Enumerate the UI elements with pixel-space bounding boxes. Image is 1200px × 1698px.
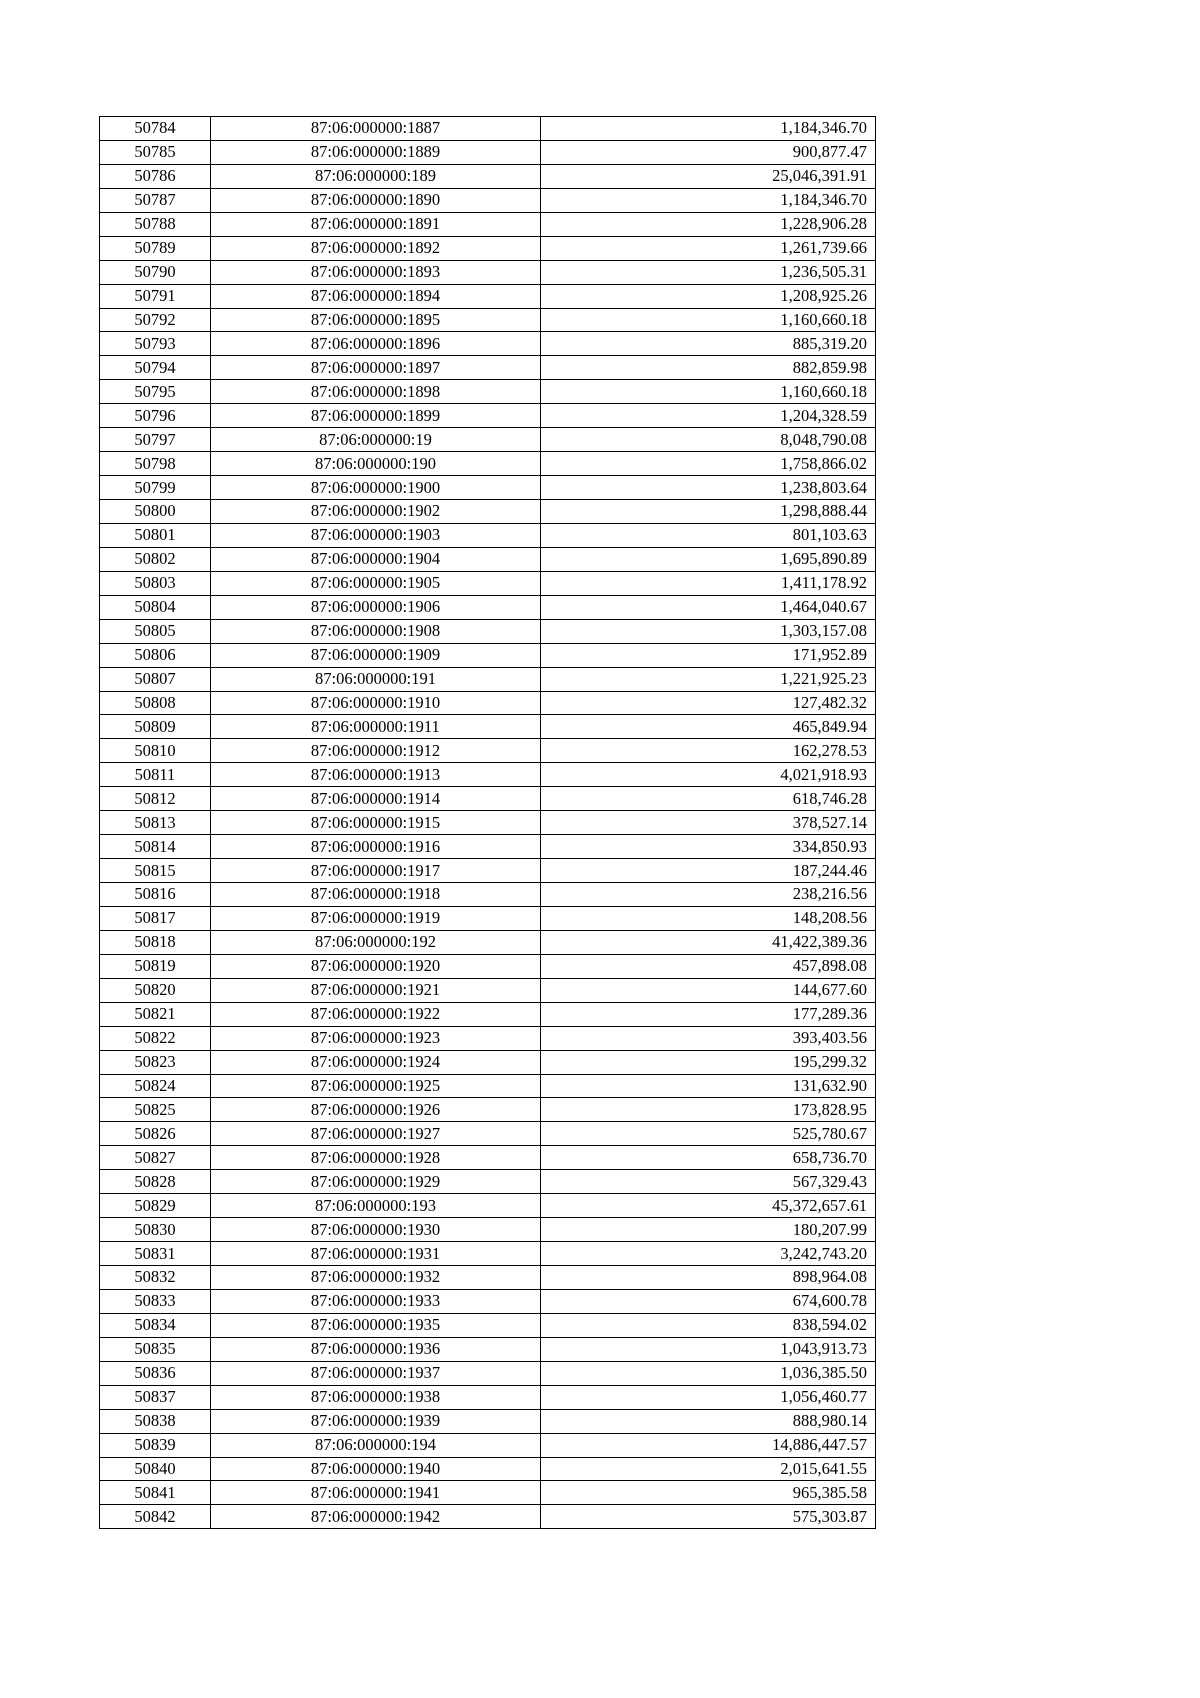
row-number-cell: 50811 (100, 763, 211, 787)
cadastral-number-cell: 87:06:000000:1939 (211, 1409, 541, 1433)
table-row (100, 140, 876, 164)
cadastral-number-cell: 87:06:000000:189 (211, 164, 541, 188)
table-row (100, 452, 876, 476)
table-row (100, 188, 876, 212)
cadastral-number-cell: 87:06:000000:1887 (211, 117, 541, 141)
row-number-cell: 50841 (100, 1481, 211, 1505)
table-row (100, 906, 876, 930)
value-cell: 885,319.20 (541, 332, 876, 356)
table-row (100, 1289, 876, 1313)
row-number-cell: 50802 (100, 547, 211, 571)
row-number-cell: 50791 (100, 284, 211, 308)
table-row (100, 811, 876, 835)
value-cell: 1,758,866.02 (541, 452, 876, 476)
value-cell: 14,886,447.57 (541, 1433, 876, 1457)
row-number-cell: 50805 (100, 619, 211, 643)
cadastral-number-cell: 87:06:000000:1923 (211, 1026, 541, 1050)
cadastral-number-cell: 87:06:000000:1897 (211, 356, 541, 380)
cadastral-number-cell: 87:06:000000:1917 (211, 859, 541, 883)
table-row (100, 1242, 876, 1266)
table-row (100, 1481, 876, 1505)
row-number-cell: 50784 (100, 117, 211, 141)
table-row (100, 1170, 876, 1194)
value-cell: 3,242,743.20 (541, 1242, 876, 1266)
cadastral-number-cell: 87:06:000000:1916 (211, 835, 541, 859)
cadastral-number-cell: 87:06:000000:1928 (211, 1146, 541, 1170)
row-number-cell: 50826 (100, 1122, 211, 1146)
cadastral-number-cell: 87:06:000000:194 (211, 1433, 541, 1457)
table-row (100, 1074, 876, 1098)
value-cell: 525,780.67 (541, 1122, 876, 1146)
row-number-cell: 50803 (100, 571, 211, 595)
cadastral-number-cell: 87:06:000000:1893 (211, 260, 541, 284)
cadastral-number-cell: 87:06:000000:1919 (211, 906, 541, 930)
cadastral-number-cell: 87:06:000000:1918 (211, 883, 541, 907)
table-row (100, 1433, 876, 1457)
cadastral-number-cell: 87:06:000000:1920 (211, 954, 541, 978)
data-table-body (100, 117, 876, 1529)
table-row (100, 1385, 876, 1409)
value-cell: 131,632.90 (541, 1074, 876, 1098)
table-row (100, 1361, 876, 1385)
row-number-cell: 50788 (100, 212, 211, 236)
cadastral-number-cell: 87:06:000000:1931 (211, 1242, 541, 1266)
value-cell: 674,600.78 (541, 1289, 876, 1313)
table-row (100, 284, 876, 308)
value-cell: 898,964.08 (541, 1266, 876, 1290)
value-cell: 567,329.43 (541, 1170, 876, 1194)
row-number-cell: 50838 (100, 1409, 211, 1433)
value-cell: 173,828.95 (541, 1098, 876, 1122)
cadastral-number-cell: 87:06:000000:1913 (211, 763, 541, 787)
row-number-cell: 50809 (100, 715, 211, 739)
cadastral-number-cell: 87:06:000000:1910 (211, 691, 541, 715)
value-cell: 801,103.63 (541, 523, 876, 547)
value-cell: 1,184,346.70 (541, 188, 876, 212)
cadastral-number-cell: 87:06:000000:1930 (211, 1218, 541, 1242)
row-number-cell: 50800 (100, 500, 211, 524)
cadastral-number-cell: 87:06:000000:1903 (211, 523, 541, 547)
cadastral-number-cell: 87:06:000000:1900 (211, 476, 541, 500)
table-row (100, 117, 876, 141)
value-cell: 1,695,890.89 (541, 547, 876, 571)
cadastral-number-cell: 87:06:000000:1891 (211, 212, 541, 236)
row-number-cell: 50798 (100, 452, 211, 476)
row-number-cell: 50818 (100, 930, 211, 954)
value-cell: 1,036,385.50 (541, 1361, 876, 1385)
row-number-cell: 50834 (100, 1313, 211, 1337)
value-cell: 2,015,641.55 (541, 1457, 876, 1481)
cadastral-number-cell: 87:06:000000:1935 (211, 1313, 541, 1337)
table-row (100, 1050, 876, 1074)
row-number-cell: 50823 (100, 1050, 211, 1074)
cadastral-number-cell: 87:06:000000:1914 (211, 787, 541, 811)
table-row (100, 260, 876, 284)
table-row (100, 1457, 876, 1481)
table-row (100, 1409, 876, 1433)
value-cell: 1,464,040.67 (541, 595, 876, 619)
row-number-cell: 50836 (100, 1361, 211, 1385)
table-row (100, 476, 876, 500)
row-number-cell: 50813 (100, 811, 211, 835)
row-number-cell: 50840 (100, 1457, 211, 1481)
table-row (100, 1313, 876, 1337)
row-number-cell: 50801 (100, 523, 211, 547)
row-number-cell: 50807 (100, 667, 211, 691)
table-row (100, 1266, 876, 1290)
value-cell: 888,980.14 (541, 1409, 876, 1433)
row-number-cell: 50795 (100, 380, 211, 404)
value-cell: 171,952.89 (541, 643, 876, 667)
row-number-cell: 50799 (100, 476, 211, 500)
row-number-cell: 50810 (100, 739, 211, 763)
cadastral-number-cell: 87:06:000000:1941 (211, 1481, 541, 1505)
value-cell: 575,303.87 (541, 1505, 876, 1529)
cadastral-number-cell: 87:06:000000:1929 (211, 1170, 541, 1194)
value-cell: 900,877.47 (541, 140, 876, 164)
cadastral-number-cell: 87:06:000000:19 (211, 428, 541, 452)
value-cell: 1,236,505.31 (541, 260, 876, 284)
cadastral-number-cell: 87:06:000000:1909 (211, 643, 541, 667)
cadastral-number-cell: 87:06:000000:1889 (211, 140, 541, 164)
value-cell: 162,278.53 (541, 739, 876, 763)
value-cell: 8,048,790.08 (541, 428, 876, 452)
table-row (100, 978, 876, 1002)
cadastral-number-cell: 87:06:000000:1896 (211, 332, 541, 356)
row-number-cell: 50815 (100, 859, 211, 883)
row-number-cell: 50789 (100, 236, 211, 260)
value-cell: 238,216.56 (541, 883, 876, 907)
row-number-cell: 50806 (100, 643, 211, 667)
table-row (100, 619, 876, 643)
value-cell: 1,228,906.28 (541, 212, 876, 236)
cadastral-number-cell: 87:06:000000:1898 (211, 380, 541, 404)
row-number-cell: 50792 (100, 308, 211, 332)
row-number-cell: 50812 (100, 787, 211, 811)
cadastral-number-cell: 87:06:000000:1937 (211, 1361, 541, 1385)
table-row (100, 835, 876, 859)
cadastral-number-cell: 87:06:000000:1942 (211, 1505, 541, 1529)
value-cell: 1,160,660.18 (541, 308, 876, 332)
table-row (100, 1098, 876, 1122)
cadastral-number-cell: 87:06:000000:1933 (211, 1289, 541, 1313)
table-row (100, 571, 876, 595)
value-cell: 334,850.93 (541, 835, 876, 859)
table-row (100, 930, 876, 954)
table-row (100, 739, 876, 763)
value-cell: 1,208,925.26 (541, 284, 876, 308)
value-cell: 25,046,391.91 (541, 164, 876, 188)
row-number-cell: 50824 (100, 1074, 211, 1098)
cadastral-number-cell: 87:06:000000:191 (211, 667, 541, 691)
value-cell: 1,298,888.44 (541, 500, 876, 524)
row-number-cell: 50822 (100, 1026, 211, 1050)
value-cell: 882,859.98 (541, 356, 876, 380)
cadastral-number-cell: 87:06:000000:192 (211, 930, 541, 954)
row-number-cell: 50825 (100, 1098, 211, 1122)
row-number-cell: 50831 (100, 1242, 211, 1266)
cadastral-number-cell: 87:06:000000:1902 (211, 500, 541, 524)
table-row (100, 164, 876, 188)
cadastral-number-cell: 87:06:000000:193 (211, 1194, 541, 1218)
value-cell: 1,184,346.70 (541, 117, 876, 141)
table-row (100, 1122, 876, 1146)
row-number-cell: 50796 (100, 404, 211, 428)
row-number-cell: 50786 (100, 164, 211, 188)
table-row (100, 212, 876, 236)
cadastral-number-cell: 87:06:000000:1912 (211, 739, 541, 763)
cadastral-number-cell: 87:06:000000:1895 (211, 308, 541, 332)
cadastral-number-cell: 87:06:000000:1926 (211, 1098, 541, 1122)
cadastral-number-cell: 87:06:000000:1906 (211, 595, 541, 619)
value-cell: 1,056,460.77 (541, 1385, 876, 1409)
table-row (100, 787, 876, 811)
row-number-cell: 50837 (100, 1385, 211, 1409)
value-cell: 127,482.32 (541, 691, 876, 715)
cadastral-number-cell: 87:06:000000:1922 (211, 1002, 541, 1026)
row-number-cell: 50821 (100, 1002, 211, 1026)
cadastral-number-cell: 87:06:000000:1925 (211, 1074, 541, 1098)
row-number-cell: 50830 (100, 1218, 211, 1242)
value-cell: 41,422,389.36 (541, 930, 876, 954)
value-cell: 177,289.36 (541, 1002, 876, 1026)
table-row (100, 500, 876, 524)
table-row (100, 404, 876, 428)
row-number-cell: 50787 (100, 188, 211, 212)
row-number-cell: 50835 (100, 1337, 211, 1361)
value-cell: 144,677.60 (541, 978, 876, 1002)
cadastral-number-cell: 87:06:000000:1924 (211, 1050, 541, 1074)
row-number-cell: 50827 (100, 1146, 211, 1170)
cadastral-number-cell: 87:06:000000:1908 (211, 619, 541, 643)
row-number-cell: 50819 (100, 954, 211, 978)
table-row (100, 428, 876, 452)
row-number-cell: 50816 (100, 883, 211, 907)
value-cell: 180,207.99 (541, 1218, 876, 1242)
cadastral-number-cell: 87:06:000000:1899 (211, 404, 541, 428)
cadastral-number-cell: 87:06:000000:1892 (211, 236, 541, 260)
value-cell: 4,021,918.93 (541, 763, 876, 787)
value-cell: 45,372,657.61 (541, 1194, 876, 1218)
value-cell: 1,238,803.64 (541, 476, 876, 500)
table-row (100, 1002, 876, 1026)
value-cell: 618,746.28 (541, 787, 876, 811)
table-row (100, 523, 876, 547)
value-cell: 148,208.56 (541, 906, 876, 930)
table-row (100, 547, 876, 571)
value-cell: 457,898.08 (541, 954, 876, 978)
row-number-cell: 50817 (100, 906, 211, 930)
value-cell: 1,221,925.23 (541, 667, 876, 691)
cadastral-number-cell: 87:06:000000:1905 (211, 571, 541, 595)
value-cell: 658,736.70 (541, 1146, 876, 1170)
cadastral-number-cell: 87:06:000000:1921 (211, 978, 541, 1002)
value-cell: 1,261,739.66 (541, 236, 876, 260)
row-number-cell: 50797 (100, 428, 211, 452)
table-row (100, 595, 876, 619)
cadastral-number-cell: 87:06:000000:1932 (211, 1266, 541, 1290)
table-row (100, 954, 876, 978)
table-row (100, 883, 876, 907)
data-table (99, 116, 876, 1529)
value-cell: 1,411,178.92 (541, 571, 876, 595)
cadastral-number-cell: 87:06:000000:1894 (211, 284, 541, 308)
value-cell: 378,527.14 (541, 811, 876, 835)
table-row (100, 236, 876, 260)
table-row (100, 356, 876, 380)
value-cell: 393,403.56 (541, 1026, 876, 1050)
cadastral-number-cell: 87:06:000000:1927 (211, 1122, 541, 1146)
table-row (100, 1505, 876, 1529)
value-cell: 1,043,913.73 (541, 1337, 876, 1361)
row-number-cell: 50785 (100, 140, 211, 164)
value-cell: 1,160,660.18 (541, 380, 876, 404)
row-number-cell: 50829 (100, 1194, 211, 1218)
cadastral-number-cell: 87:06:000000:1915 (211, 811, 541, 835)
value-cell: 187,244.46 (541, 859, 876, 883)
row-number-cell: 50839 (100, 1433, 211, 1457)
value-cell: 195,299.32 (541, 1050, 876, 1074)
value-cell: 838,594.02 (541, 1313, 876, 1337)
table-row (100, 643, 876, 667)
table-row (100, 691, 876, 715)
table-row (100, 667, 876, 691)
row-number-cell: 50790 (100, 260, 211, 284)
cadastral-number-cell: 87:06:000000:1911 (211, 715, 541, 739)
cadastral-number-cell: 87:06:000000:190 (211, 452, 541, 476)
value-cell: 465,849.94 (541, 715, 876, 739)
table-row (100, 859, 876, 883)
table-row (100, 380, 876, 404)
row-number-cell: 50794 (100, 356, 211, 380)
cadastral-number-cell: 87:06:000000:1904 (211, 547, 541, 571)
row-number-cell: 50842 (100, 1505, 211, 1529)
table-row (100, 308, 876, 332)
table-row (100, 1218, 876, 1242)
cadastral-number-cell: 87:06:000000:1936 (211, 1337, 541, 1361)
row-number-cell: 50832 (100, 1266, 211, 1290)
cadastral-number-cell: 87:06:000000:1938 (211, 1385, 541, 1409)
table-row (100, 1337, 876, 1361)
table-row (100, 332, 876, 356)
table-row (100, 715, 876, 739)
row-number-cell: 50808 (100, 691, 211, 715)
value-cell: 1,204,328.59 (541, 404, 876, 428)
row-number-cell: 50804 (100, 595, 211, 619)
row-number-cell: 50814 (100, 835, 211, 859)
table-row (100, 1194, 876, 1218)
value-cell: 965,385.58 (541, 1481, 876, 1505)
row-number-cell: 50828 (100, 1170, 211, 1194)
cadastral-number-cell: 87:06:000000:1940 (211, 1457, 541, 1481)
table-row (100, 1026, 876, 1050)
row-number-cell: 50793 (100, 332, 211, 356)
cadastral-number-cell: 87:06:000000:1890 (211, 188, 541, 212)
table-row (100, 763, 876, 787)
row-number-cell: 50820 (100, 978, 211, 1002)
value-cell: 1,303,157.08 (541, 619, 876, 643)
table-row (100, 1146, 876, 1170)
row-number-cell: 50833 (100, 1289, 211, 1313)
